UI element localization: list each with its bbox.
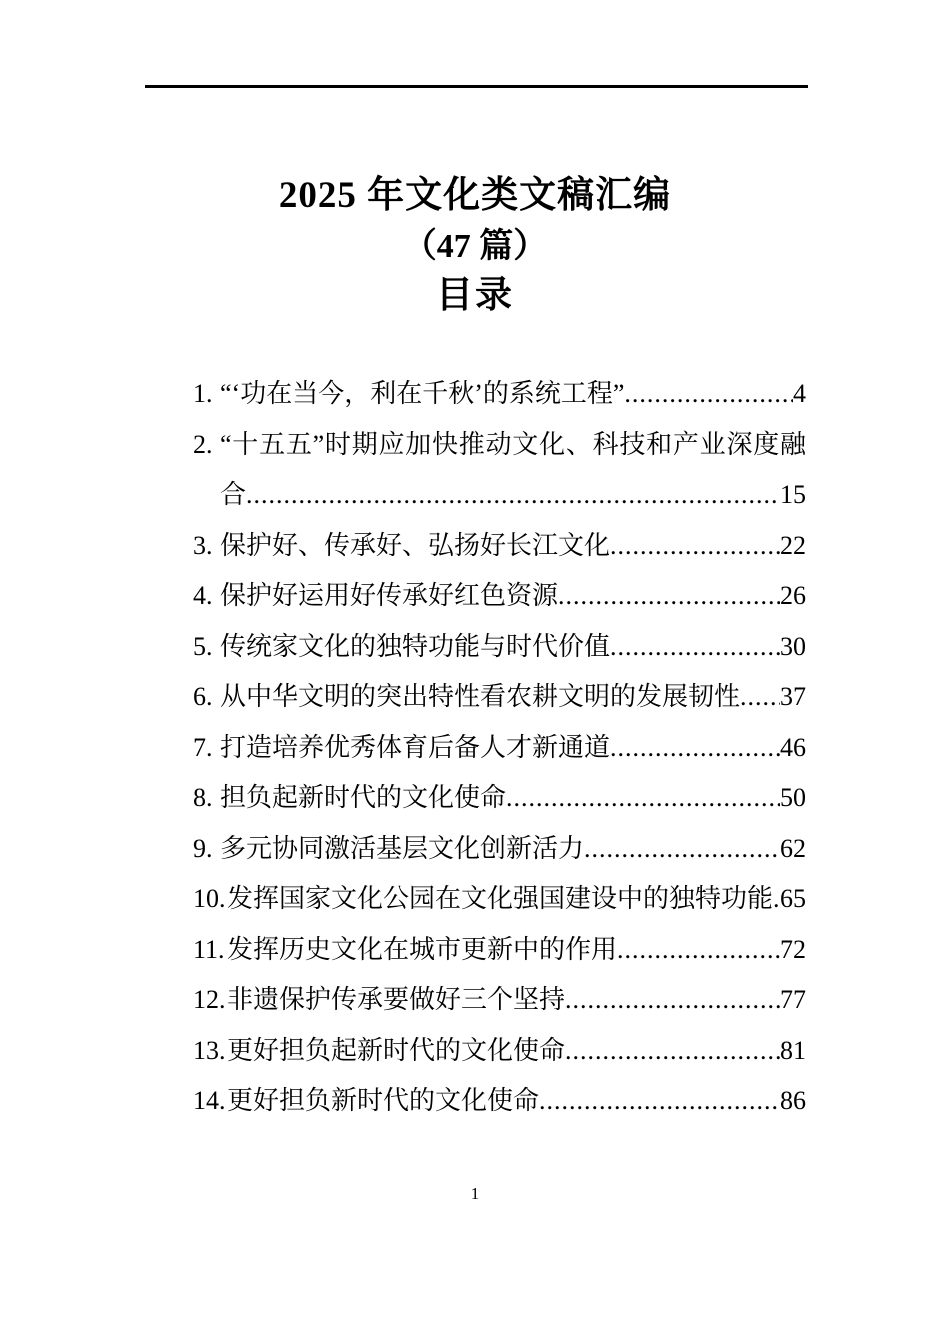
dot-leader xyxy=(584,824,780,875)
toc-entry-page-number: 62 xyxy=(780,833,806,863)
toc-row[interactable] xyxy=(193,1076,806,1127)
toc-entry-number: 1. xyxy=(193,379,213,408)
toc-entry-title: 保护好、传承好、弘扬好长江文化 xyxy=(220,530,611,560)
dot-leader xyxy=(506,773,780,824)
toc-entry-number: 3. xyxy=(193,530,213,560)
toc-row[interactable] xyxy=(193,773,806,824)
toc-row[interactable] xyxy=(193,824,806,875)
dot-leader xyxy=(558,571,780,622)
toc-entry-page-number: 46 xyxy=(780,732,806,762)
toc-entry-page-number: 65 xyxy=(780,884,806,913)
dot-leader xyxy=(610,723,780,774)
title-block xyxy=(0,170,950,321)
page-title: 2025 年文化类文稿汇编 xyxy=(278,175,672,216)
toc-entry-number: 4. xyxy=(193,581,213,610)
toc-entry-title: 发挥历史文化在城市更新中的作用 xyxy=(227,934,618,964)
toc-entry-number: 2. xyxy=(193,429,213,459)
toc-entry-page-number: 30 xyxy=(780,631,806,661)
toc-entry-title: 更好担负起新时代的文化使命 xyxy=(227,1035,566,1065)
dot-leader xyxy=(610,521,780,572)
toc-row[interactable] xyxy=(193,369,806,420)
toc-entry-title: 保护好运用好传承好红色资源 xyxy=(220,581,559,610)
toc-row[interactable] xyxy=(193,723,806,774)
toc-entry-page-number: 4 xyxy=(793,379,806,408)
toc-entry-title: 从中华文明的突出特性看农耕文明的发展韧性 xyxy=(220,682,741,711)
toc-entry-page-number: 22 xyxy=(780,530,806,560)
footer-page-number: 1 xyxy=(470,1184,480,1203)
toc-entry-number: 7. xyxy=(193,732,213,762)
toc-entry-page-number: 26 xyxy=(780,581,806,610)
dot-leader xyxy=(773,874,780,925)
toc-row[interactable] xyxy=(193,1026,806,1077)
toc-entry-title: 发挥国家文化公园在文化强国建设中的独特功能 xyxy=(227,884,774,913)
toc-entry-title: 担负起新时代的文化使命 xyxy=(220,783,507,812)
toc-entry-title: 更好担负新时代的文化使命 xyxy=(227,1086,540,1115)
toc-entry-title: 非遗保护传承要做好三个坚持 xyxy=(227,985,566,1014)
toc-row[interactable] xyxy=(193,672,806,723)
toc-entry-number: 11. xyxy=(193,934,225,964)
dot-leader xyxy=(539,1076,780,1127)
toc-row[interactable] xyxy=(193,521,806,572)
toc-row[interactable] xyxy=(193,571,806,622)
header-divider xyxy=(145,85,808,88)
toc-entry-title: “十五五”时期应加快推动文化、科技和产业深度融 xyxy=(220,429,806,459)
toc-entry-number: 9. xyxy=(193,833,213,863)
toc-entry-page-number: 15 xyxy=(780,480,806,509)
dot-leader xyxy=(740,672,780,723)
toc-entry-title: 合 xyxy=(220,480,247,509)
toc-entry-page-number: 37 xyxy=(780,682,806,711)
toc-entry-number: 10. xyxy=(193,884,226,913)
dot-leader xyxy=(610,622,780,673)
toc-entry-title: 打造培养优秀体育后备人才新通道 xyxy=(220,732,611,762)
toc-row[interactable] xyxy=(193,874,806,925)
dot-leader xyxy=(565,1026,780,1077)
dot-leader xyxy=(617,925,780,976)
toc-heading: 目录 xyxy=(436,275,514,316)
dot-leader xyxy=(624,369,793,420)
toc-entry-number: 5. xyxy=(193,631,213,661)
toc-entry-title: “‘功在当今，利在千秋’的系统工程” xyxy=(220,379,625,408)
toc-row[interactable] xyxy=(193,470,806,521)
toc-entry-page-number: 50 xyxy=(780,783,806,812)
article-count: （47 篇） xyxy=(402,228,548,265)
toc-entry-title: 多元协同激活基层文化创新活力 xyxy=(220,833,585,863)
dot-leader xyxy=(246,470,780,521)
toc-row[interactable] xyxy=(193,420,806,471)
toc-entry-page-number: 81 xyxy=(780,1035,806,1065)
toc-list xyxy=(193,369,806,1127)
toc-row[interactable] xyxy=(193,975,806,1026)
toc-entry-page-number: 86 xyxy=(780,1086,806,1115)
dot-leader xyxy=(565,975,780,1026)
toc-entry-title: 传统家文化的独特功能与时代价值 xyxy=(220,631,611,661)
toc-row[interactable] xyxy=(193,622,806,673)
toc-entry-number: 12. xyxy=(193,985,226,1014)
toc-row[interactable] xyxy=(193,925,806,976)
toc-entry-page-number: 72 xyxy=(780,934,806,964)
toc-entry-number: 6. xyxy=(193,682,213,711)
toc-entry-number: 8. xyxy=(193,783,213,812)
toc-entry-page-number: 77 xyxy=(780,985,806,1014)
toc-entry-number: 13. xyxy=(193,1035,226,1065)
toc-entry-number: 14. xyxy=(193,1086,226,1115)
